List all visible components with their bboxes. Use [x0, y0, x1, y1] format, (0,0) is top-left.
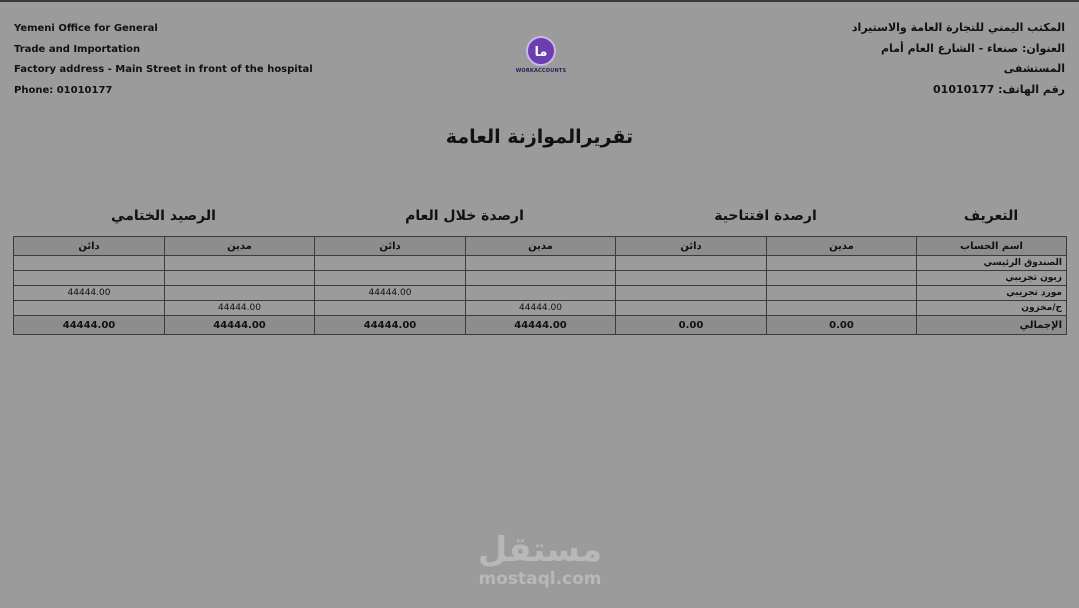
company-phone-ar: رقم الهاتف: 01010177 [933, 82, 1065, 96]
col-account-name: اسم الحساب [917, 237, 1067, 256]
balance-table [13, 236, 1067, 335]
top-border [0, 0, 1079, 2]
cell-during-debit [466, 286, 616, 301]
account-name: مورد تجريبي [917, 286, 1067, 301]
cell-during-credit [315, 301, 466, 316]
cell-opening-credit [616, 301, 767, 316]
cell-closing-credit [14, 256, 165, 271]
company-address-ar: العنوان: صنعاء - الشارع العام أمام [881, 41, 1065, 55]
company-info-arabic [745, 20, 1065, 102]
group-during-year: ارصدة خلال العام [405, 208, 524, 224]
col-during-credit: دائن [315, 237, 466, 256]
col-opening-debit: مدين [767, 237, 917, 256]
cell-closing-debit [165, 256, 315, 271]
cell-opening-debit [767, 286, 917, 301]
table-row [14, 301, 1067, 316]
account-name: الصندوق الرئيسي [917, 256, 1067, 271]
total-opening-credit: 0.00 [616, 316, 767, 335]
col-during-debit: مدين [466, 237, 616, 256]
report-title: تقريرالموازنة العامة [445, 126, 634, 148]
cell-during-credit: 44444.00 [315, 286, 466, 301]
company-name-line-2: Trade and Importation [14, 43, 141, 55]
total-during-credit: 44444.00 [315, 316, 466, 335]
table-row [14, 271, 1067, 286]
cell-closing-credit [14, 301, 165, 316]
group-closing-balance: الرصيد الختامي [111, 208, 216, 224]
cell-opening-credit [616, 271, 767, 286]
table-row [14, 256, 1067, 271]
company-address: Factory address - Main Street in front of the hospital [14, 64, 313, 75]
company-info-english [14, 22, 314, 104]
cell-during-credit [315, 271, 466, 286]
company-phone: Phone: 01010177 [14, 84, 113, 96]
account-name: زبون تجريبي [917, 271, 1067, 286]
cell-closing-credit: 44444.00 [14, 286, 165, 301]
col-closing-credit: دائن [14, 237, 165, 256]
watermark-arabic: مستقل [477, 530, 603, 570]
company-name-ar: المكتب اليمني للتجارة العامة والاستيراد [851, 21, 1065, 34]
company-address-ar-2: المستشفى [1003, 62, 1065, 75]
cell-opening-debit [767, 301, 917, 316]
total-row [14, 316, 1067, 335]
company-name-line-1: Yemeni Office for General [14, 23, 158, 34]
cell-opening-debit [767, 256, 917, 271]
logo-text: WORKACCOUNTS [515, 68, 567, 74]
group-opening-balances: ارصدة افتتاحية [714, 208, 817, 224]
cell-during-debit [466, 271, 616, 286]
cell-closing-debit [165, 286, 315, 301]
table-row [14, 286, 1067, 301]
cell-during-debit [466, 256, 616, 271]
total-opening-debit: 0.00 [767, 316, 917, 335]
account-name: ح/مخزون [917, 301, 1067, 316]
total-closing-debit: 44444.00 [165, 316, 315, 335]
cell-closing-debit [165, 271, 315, 286]
logo-mark: ما [526, 36, 556, 66]
total-closing-credit: 44444.00 [14, 316, 165, 335]
cell-opening-credit [616, 286, 767, 301]
total-during-debit: 44444.00 [466, 316, 616, 335]
cell-during-credit [315, 256, 466, 271]
table-header-row [14, 237, 1067, 256]
col-opening-credit: دائن [616, 237, 767, 256]
cell-during-debit: 44444.00 [466, 301, 616, 316]
cell-closing-credit [14, 271, 165, 286]
company-logo [511, 36, 571, 74]
watermark-domain: mostaql.com [478, 569, 602, 589]
cell-opening-debit [767, 271, 917, 286]
col-closing-debit: مدين [165, 237, 315, 256]
watermark [470, 530, 610, 588]
total-label: الإجمالي [917, 316, 1067, 335]
group-definition: التعريف [963, 208, 1019, 224]
cell-opening-credit [616, 256, 767, 271]
cell-closing-debit: 44444.00 [165, 301, 315, 316]
